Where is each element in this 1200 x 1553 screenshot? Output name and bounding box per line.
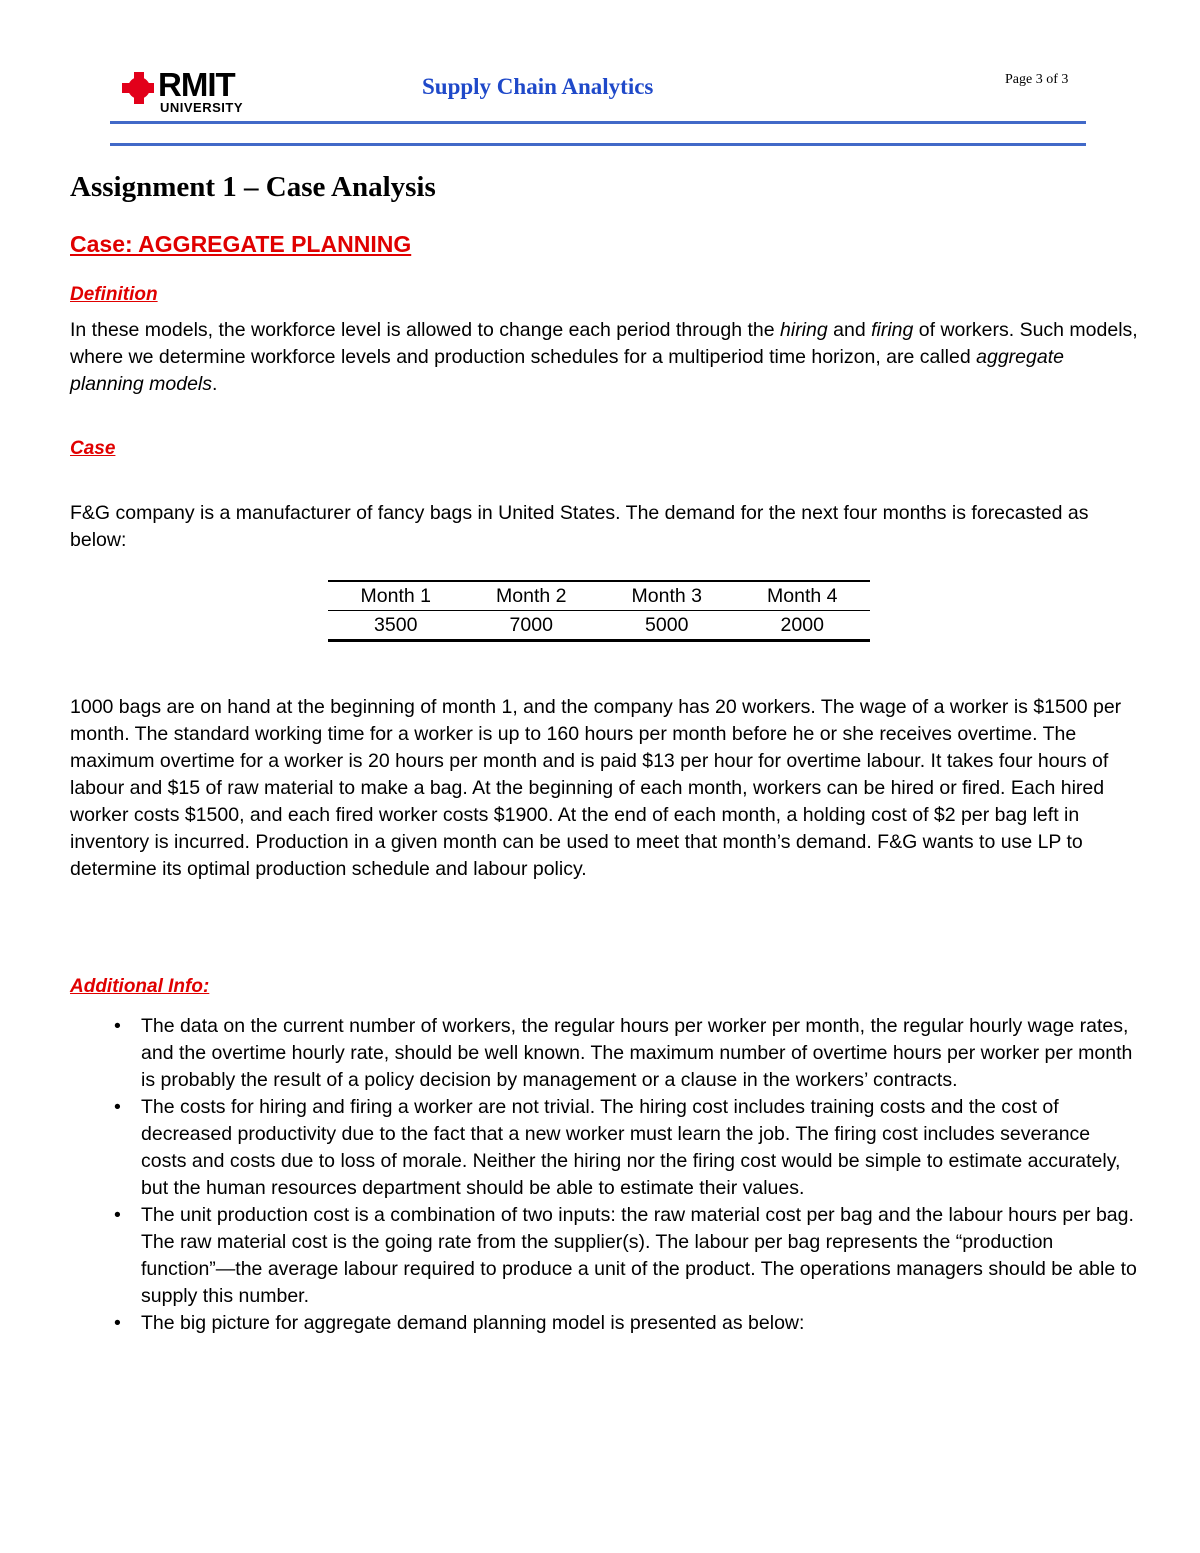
header-rule-top (110, 121, 1086, 124)
rmit-pixel-icon (120, 70, 156, 106)
list-item-text: The big picture for aggregate demand planning model is presented as below: (141, 1312, 805, 1334)
course-title: Supply Chain Analytics (422, 74, 654, 99)
definition-text-2: and (827, 319, 872, 341)
page-header (0, 0, 1200, 150)
definition-text-3: of workers. Such models, where we determine workforce levels and production schedules for a multiperiod time horizon, are called (70, 319, 1138, 368)
case-heading: Case (70, 438, 116, 459)
logo-wordmark: RMIT (158, 66, 235, 103)
page-number: Page 3 of 3 (1005, 72, 1069, 87)
demand-value-cell: 7000 (509, 613, 553, 636)
case-intro: F&G company is a manufacturer of fancy bags in United States. The demand for the next four months is forecasted as below: (70, 502, 1089, 551)
demand-header-cell: Month 3 (599, 581, 735, 611)
list-item (70, 1202, 1140, 1310)
hiring-term: hiring (780, 319, 828, 341)
bullet-icon: • (114, 1096, 121, 1118)
aggregate-planning-term: aggregate planning models (70, 346, 1064, 395)
list-item (70, 1013, 1140, 1094)
bullet-icon: • (114, 1204, 121, 1226)
demand-header-cell: Month 2 (464, 581, 600, 611)
logo-subtitle: UNIVERSITY (160, 100, 244, 115)
assignment-title: Assignment 1 – Case Analysis (70, 171, 436, 203)
bullet-icon: • (114, 1015, 121, 1037)
definition-heading: Definition (70, 284, 158, 305)
list-item (70, 1310, 1140, 1337)
definition-text-1: In these models, the workforce level is allowed to change each period through the (70, 319, 781, 341)
list-item (70, 1094, 1140, 1202)
bullet-icon: • (114, 1312, 121, 1334)
demand-header-cell: Month 4 (735, 581, 871, 611)
additional-info-list (70, 1013, 1140, 1337)
demand-header-cell: Month 1 (328, 581, 464, 611)
demand-value-cell: 3500 (374, 613, 418, 636)
header-rule-bottom (110, 143, 1086, 146)
list-item-text: The unit production cost is a combination of two inputs: the raw material cost per bag and the labour hours per bag. The raw material cost is the going rate from the supplier(s). The labour per bag represents the “production function”—the average labour required to produce a unit of the product. The operations managers should be able to supply this number. (141, 1204, 1137, 1307)
demand-table-header-row (328, 581, 870, 611)
rmit-logo (120, 66, 260, 118)
demand-table (328, 580, 870, 642)
list-item-text: The costs for hiring and firing a worker are not trivial. The hiring cost includes training costs and the cost of decreased productivity due to the fact that a new worker must learn the job. The firing cost includes severance costs and costs due to loss of morale. Neither the hiring nor the firing cost would be simple to estimate accurately, but the human resources department should be able to estimate their values. (141, 1096, 1121, 1199)
case-title: Case: AGGREGATE PLANNING (70, 231, 412, 257)
case-body: 1000 bags are on hand at the beginning of month 1, and the company has 20 workers. The wage of a worker is $1500 per month. The standard working time for a worker is up to 160 hours per month before he or she receives overtime. The maximum overtime for a worker is 20 hours per month and is paid $13 per hour for overtime labour. It takes four hours of labour and $15 of raw material to make a bag. At the beginning of each month, workers can be hired or fired. Each hired worker costs $1500, and each fired worker costs $1900. At the end of each month, a holding cost of $2 per bag left in inventory is incurred. Production in a given month can be used to meet that month’s demand. F&G wants to use LP to determine its optimal production schedule and labour policy. (70, 696, 1122, 880)
additional-info-heading: Additional Info: (70, 976, 210, 997)
document-body (70, 165, 1140, 1337)
definition-text (70, 317, 1140, 398)
list-item-text: The data on the current number of workers, the regular hours per worker per month, the regular hourly wage rates, and the overtime hourly rate, should be well known. The maximum number of overtime hours per worker per month is probably the result of a policy decision by management or a clause in the workers’ contracts. (141, 1015, 1133, 1091)
definition-text-4: . (212, 373, 218, 395)
demand-value-cell: 2000 (780, 613, 824, 636)
firing-term: firing (871, 319, 914, 341)
demand-value-cell: 5000 (645, 613, 689, 636)
demand-table-value-row (328, 611, 870, 641)
